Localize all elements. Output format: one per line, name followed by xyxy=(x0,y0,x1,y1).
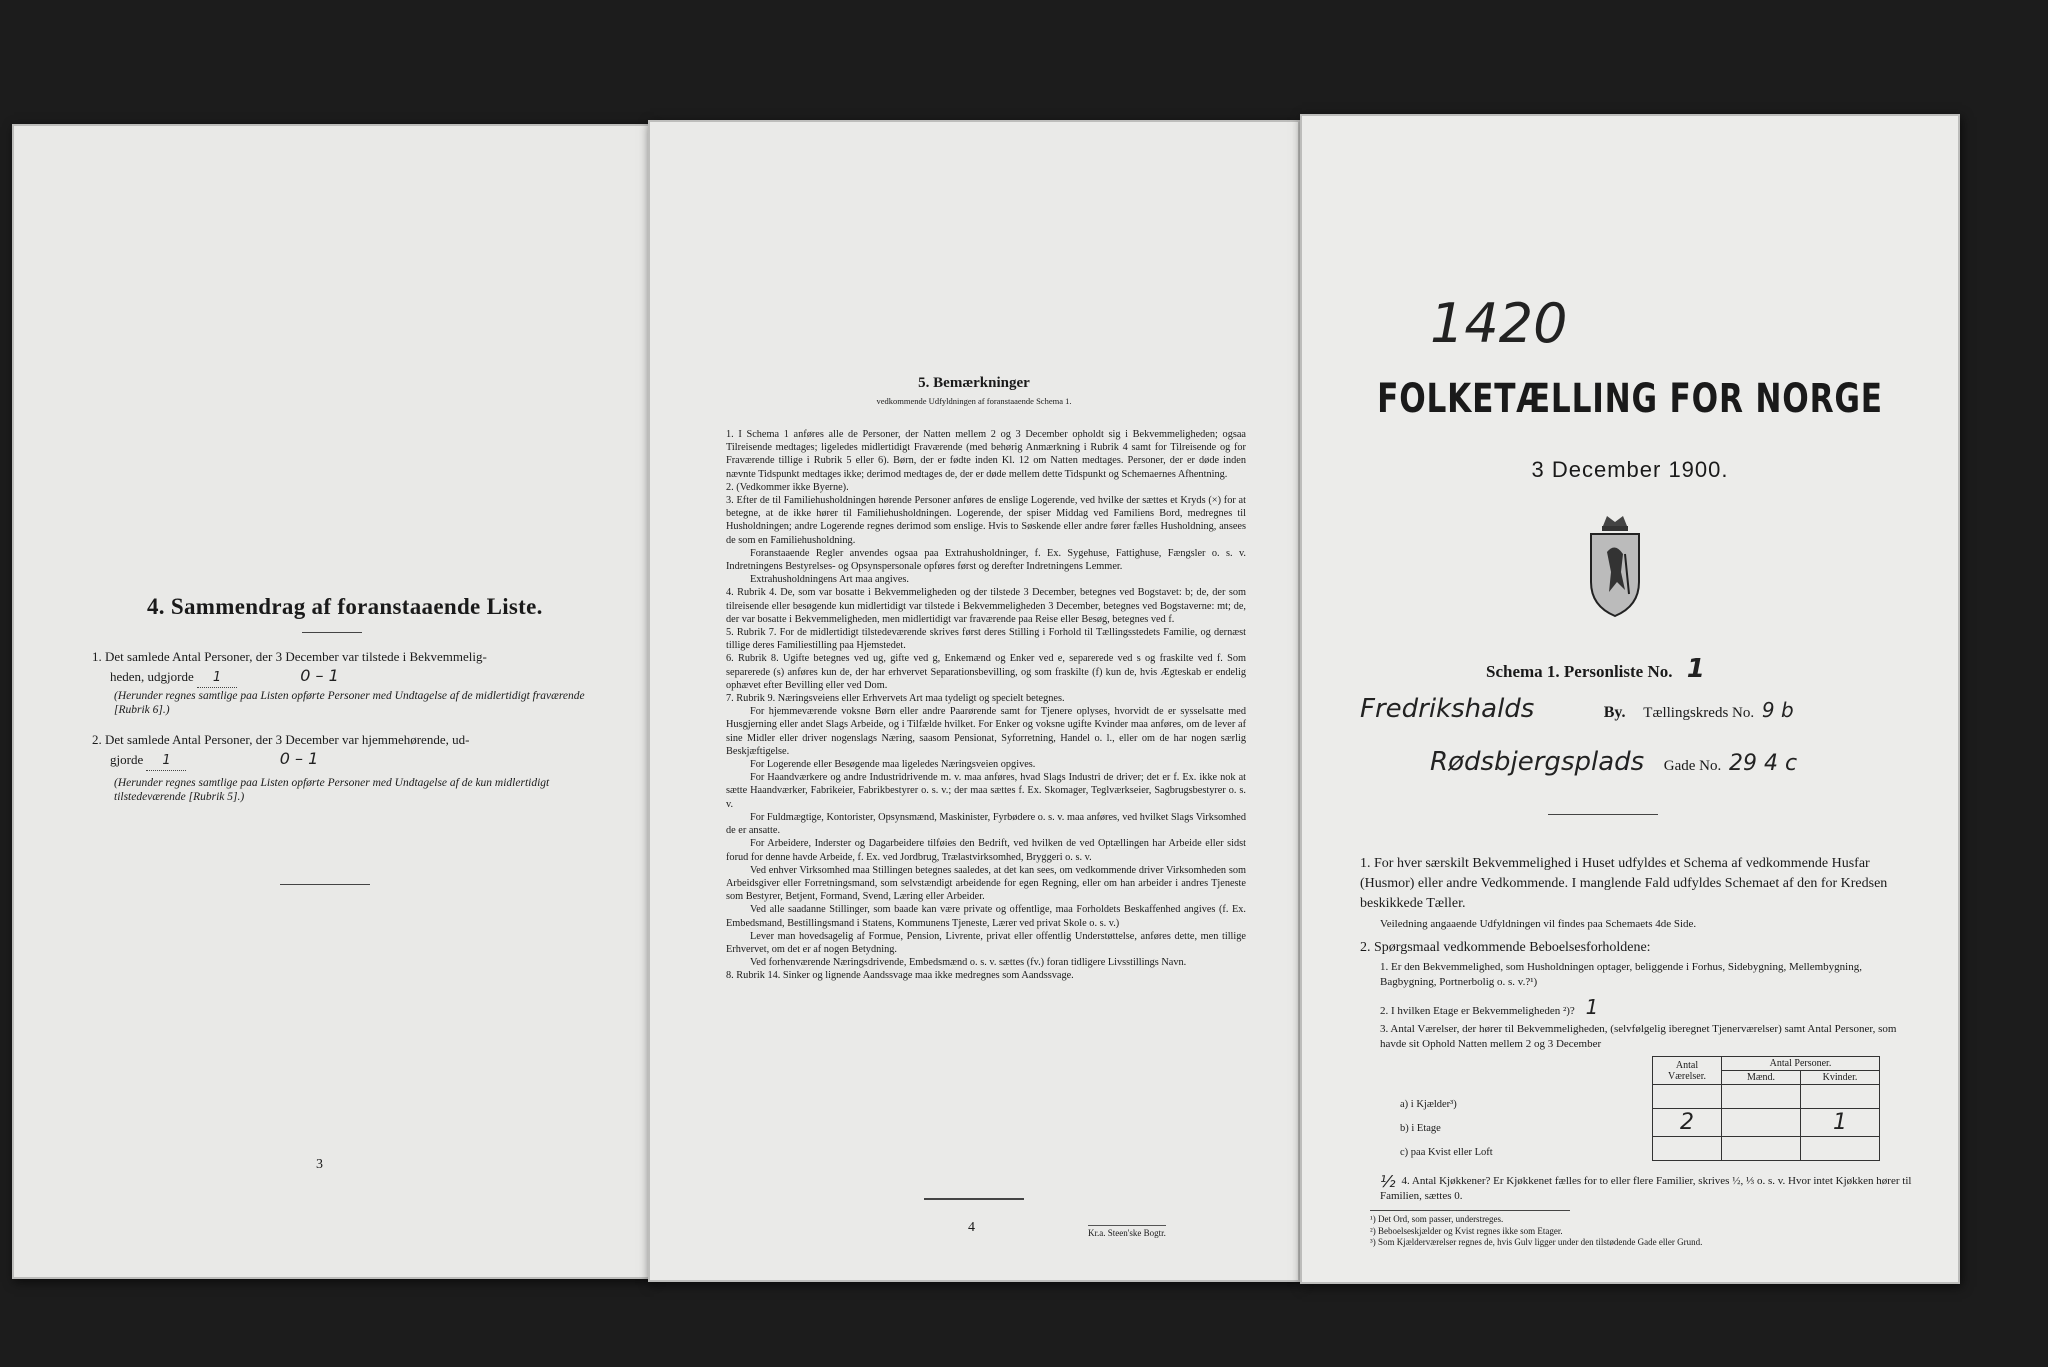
remark-paragraph: Foranstaaende Regler anvendes ogsaa paa Extrahusholdninger, f. Ex. Sygehuse, Fattighuse, Fængsler o. s. v. Indretningens Bestyrelses- og Opsynspersonale opføres først og derefter Indretningens Lemmer. xyxy=(726,547,1246,573)
cell-kvist-maend xyxy=(1722,1137,1801,1161)
question-1: 1. Er den Bekvemmelighed, som Husholdningen optager, beliggende i Forhus, Sidebygning, Mellembygning, Bagbygning, Portnerbolig o. s. v.?¹) xyxy=(1380,961,1862,988)
remark-paragraph: Lever man hovedsagelig af Formue, Pension, Livrente, privat eller offentlig Understøttelse, anføres dette, men tillige Erhvervet, om det er af nogen Betydning. xyxy=(726,930,1246,955)
cell-kjaelder-maend xyxy=(1722,1085,1801,1109)
question-2 xyxy=(1380,995,1920,1019)
remark-paragraph: Extrahusholdningens Art maa angives. xyxy=(750,574,909,586)
summary-item-2-note: (Herunder regnes samtlige paa Listen opførte Personer med Undtagelse af de kun midlertidigt tilstedeværende [Rubrik 5].) xyxy=(114,777,550,803)
middle-page-title: 5. Bemærkninger xyxy=(918,375,1030,391)
summary-item-2-text: 2. Det samlede Antal Personer, der 3 December var hjemmehørende, ud- xyxy=(92,732,470,747)
remarks-list xyxy=(726,428,1246,983)
gade-hand-number: 29 4 c xyxy=(1728,751,1798,776)
remark-paragraph: 1. I Schema 1 anføres alle de Personer, der Natten mellem 2 og 3 December opholdt sig i Bekvemmeligheden; ogsaa Tilreisende medtages; ligeledes midlertidigt Fraværende (med behørig Anmærkning i Rubrik 4 samt for Tilreisende og for Fraværende tillige i Rubrik 5 eller 6). Børn, der er fødte inden Kl. 12 om Natten medtages. Personer, der er døde inden nævnte Tidspunkt medtages ikke; derimod medtages de, der er døde mellem dette Tidspunkt og Schemaernes Afhentning. xyxy=(726,429,1246,480)
row-label-kjaelder: a) i Kjælder³) xyxy=(1400,1099,1457,1110)
coat-of-arms-icon xyxy=(1585,512,1645,620)
remark-paragraph: Ved enhver Virksomhed maa Stillingen betegnes saaledes, at det kan sees, om vedkommende driver Virksomheden som Arbeidsgiver eller Forretningsmand, som selvstændigt arbeidende for egen Regning, eller om han arbeider i andres Tjeneste som Bestyrer, Betjent, Formand, Svend, Læring eller Arbeider. xyxy=(726,864,1246,903)
cell-etage-kvinder: 1 xyxy=(1801,1109,1880,1137)
summary-item-1-line xyxy=(92,666,592,688)
summary-item-2-prefix: gjorde xyxy=(110,752,144,767)
summary-item-2-hand-value: 1 xyxy=(146,751,186,771)
remark-paragraph: 4. Rubrik 4. De, som var bosatte i Bekvemmeligheden og der tilstede 3 December, betegnes ved Bogstavet: b; de, der som tilreisende eller besøgende kun midlertidigt var tilstede i Bekvemmeligheden 3 December, betegnes ved Bogstaverne: mt; de, der var bosatte i Bekvemmeligheden, men midlertidigt var fraværende paa Reise eller Besøg, betegnes ved f. xyxy=(726,587,1246,625)
cell-kvist-kvinder xyxy=(1801,1137,1880,1161)
left-page-title: 4. Sammendrag af foranstaaende Liste. xyxy=(147,594,543,619)
remark-paragraph: For Haandværkere og andre Industridrivende m. v. maa anføres, hvad Slags Industri de driver; det er f. Ex. ikke nok at sætte Haandværker, Fabrikeier, Fabrikbestyrer o. s. v.; der maa sættes f. Ex. Skomager, Teglværkseier, Sagbrugsbestyrer o. s. v. xyxy=(726,772,1246,810)
question-4 xyxy=(1380,1174,1920,1204)
remark-paragraph: For Arbeidere, Inderster og Dagarbeidere tilføies den Bedrift, ved hvilken de ved Optællingen har Arbeide eller sidst forud for denne havde Arbeide, f. Ex. ved Jordbrug, Trælastvirksomhed, Bryggeri o. s. v. xyxy=(726,838,1246,863)
question-3: 3. Antal Værelser, der hører til Bekvemmeligheden, (selvfølgelig iberegnet Tjenerværelser) samt Antal Personer, som havde sit Ophold Natten mellem 2 og 3 December xyxy=(1380,1023,1897,1050)
remark-paragraph: For hjemmeværende voksne Børn eller andre Paarørende samt for Tjenere oplyses, hvorvidt de er sysselsatte med Husgjerning eller andet Slags Arbeide, og i Tilfælde hvilket. For Enker og voksne ugifte Kvinder maa anføres, om de lever af sine Midler eller driver nogenslags Næring, saasom Pensionat, Syforretning, Handel o. l., eller om de har nogen særlig Beskjæftigelse. xyxy=(726,706,1246,757)
middle-page-subtitle: vedkommende Udfyldningen af foranstaaende Schema 1. xyxy=(876,396,1072,406)
remark-paragraph: 2. (Vedkommer ikke Byerne). xyxy=(726,481,849,493)
middle-page-number: 4 xyxy=(968,1220,975,1235)
schema-label: Schema 1. Personliste No. xyxy=(1486,662,1673,681)
cell-kvist-vaerelser xyxy=(1653,1137,1722,1161)
summary-item-2-hand-extra: 0 – 1 xyxy=(279,749,319,768)
question-4-hand: ½ xyxy=(1380,1172,1396,1191)
kreds-label: Tællingskreds No. xyxy=(1643,705,1755,721)
row-label-etage: b) i Etage xyxy=(1400,1123,1441,1134)
remark-paragraph: 3. Efter de til Familiehusholdningen hørende Personer anføres de enslige Logerende, ved hvilke der sættes et Kryds (×) for at betegne, at de ikke hører til Familiehusholdningen. Logerende, der spiser Middag ved Familiens Bord, medregnes til Husholdningen; andre Logerende regnes derimod som enslige. Hvis to Søskende eller andre fører fælles Husholdning, ansees de som en Familiehusholdning. xyxy=(726,495,1246,546)
printer-credit: Kr.a. Steen'ske Bogtr. xyxy=(1088,1225,1166,1240)
summary-item-1-prefix: heden, udgjorde xyxy=(110,669,194,684)
census-title: FOLKETÆLLING FOR NORGE xyxy=(1377,376,1883,422)
header-personer: Antal Personer. xyxy=(1722,1057,1880,1071)
remark-paragraph: For Fuldmægtige, Kontorister, Opsynsmænd, Maskinister, Fyrbødere o. s. v. maa anføres, ved hvilket Slags Virksomhed de er ansatte. xyxy=(726,811,1246,837)
cell-etage-maend xyxy=(1722,1109,1801,1137)
question-4-text: 4. Antal Kjøkkener? Er Kjøkkenet fælles for to eller flere Familier, skrives ½, ⅓ o. s. v. Hvor intet Kjøkken hører til Familien, sættes 0. xyxy=(1380,1175,1912,1202)
instruction-1: 1. For hver særskilt Bekvemmelighed i Huset udfyldes et Schema af vedkommende Husfar (Husmor) eller andre Vedkommende. I manglende Fald udfyldes Schemaet af den for Kredsen beskikkede Tæller. xyxy=(1360,856,1888,911)
schema-line xyxy=(1486,654,1705,684)
summary-item-1-text: 1. Det samlede Antal Personer, der 3 December var tilstede i Bekvemmelig- xyxy=(92,649,487,664)
left-page xyxy=(12,124,652,1279)
right-divider xyxy=(1548,814,1658,815)
by-line xyxy=(1360,694,1920,724)
remark-paragraph: Ved forhenværende Næringsdrivende, Embedsmænd o. s. v. sættes (fv.) foran tidligere Livsstillings Navn. xyxy=(750,957,1187,969)
cell-kjaelder-kvinder xyxy=(1801,1085,1880,1109)
question-2-hand: 1 xyxy=(1585,995,1599,1019)
footnote-3: ³) Som Kjælderværelser regnes de, hvis Gulv ligger under den tilstødende Gade eller Grund. xyxy=(1370,1237,1703,1247)
summary-item-1-note: (Herunder regnes samtlige paa Listen opførte Personer med Undtagelse af de midlertidigt fraværende [Rubrik 6].) xyxy=(114,690,585,716)
by-label: By. xyxy=(1603,704,1626,721)
remark-paragraph: 6. Rubrik 8. Ugifte betegnes ved ug, gifte ved g, Enkemænd og Enker ved e, separerede ved s og fraskilte ved f. Som separerede (s) anføres kun de, der har erhvervet Separationsbevilling, og som fraskilte (f) kun de, hvis Ægteskab er endelig ophævet efter Bevilling eller ved Dom. xyxy=(726,653,1246,691)
footnote-divider xyxy=(1370,1210,1570,1211)
gade-label: Gade No. xyxy=(1663,758,1722,774)
footnote-2: ²) Beboelseskjælder og Kvist regnes ikke som Etager. xyxy=(1370,1225,1563,1236)
kreds-hand: 9 b xyxy=(1761,698,1794,722)
question-2-text: 2. I hvilken Etage er Bekvemmeligheden ²)? xyxy=(1380,1005,1575,1017)
footnote-1: ¹) Det Ord, som passer, understreges. xyxy=(1370,1214,1504,1224)
footnotes xyxy=(1370,1214,1930,1249)
middle-page xyxy=(648,120,1300,1282)
right-page xyxy=(1300,114,1960,1284)
middle-divider xyxy=(924,1198,1024,1200)
rooms-table xyxy=(1652,1056,1880,1161)
gade-hand: Rødsbjergsplads xyxy=(1430,747,1645,777)
left-page-number: 3 xyxy=(316,1157,323,1172)
title-divider xyxy=(302,632,362,633)
by-hand: Fredrikshalds xyxy=(1360,694,1535,724)
summary-item-1-hand-value: 1 xyxy=(197,668,237,688)
remark-paragraph: 7. Rubrik 9. Næringsveiens eller Erhvervets Art maa tydeligt og specielt betegnes. xyxy=(726,693,1065,705)
handwritten-archive-number: 1420 xyxy=(1430,292,1568,355)
summary-item-1-hand-extra: 0 – 1 xyxy=(300,666,339,685)
gade-line xyxy=(1430,747,1930,777)
header-maend: Mænd. xyxy=(1722,1071,1801,1085)
census-date: 3 December 1900. xyxy=(1531,457,1729,482)
section-divider xyxy=(280,884,370,885)
summary-item-1 xyxy=(92,647,592,688)
summary-item-2 xyxy=(92,730,592,771)
remark-paragraph: 5. Rubrik 7. For de midlertidigt tilstedeværende skrives først deres Stilling i Forhold til Tællingsstedets Familie, og dernæst tillige deres Familiestilling paa Hjemstedet. xyxy=(726,627,1246,652)
cell-kjaelder-vaerelser xyxy=(1653,1085,1722,1109)
instruction-2: 2. Spørgsmaal vedkommende Beboelsesforholdene: xyxy=(1360,940,1651,955)
remark-paragraph: 8. Rubrik 14. Sinker og lignende Aandssvage maa ikke medregnes som Aandssvage. xyxy=(726,970,1074,982)
cell-etage-vaerelser: 2 xyxy=(1653,1109,1722,1137)
header-kvinder: Kvinder. xyxy=(1801,1071,1880,1085)
row-label-kvist: c) paa Kvist eller Loft xyxy=(1400,1147,1493,1158)
remark-paragraph: Ved alle saadanne Stillinger, som baade kan være private og offentlige, maa Forholdets Beskaffenhed angives (f. Ex. Embedsmand, Bestillingsmand i Statens, Kommunens Tjeneste, Lærer ved privat Skole o. s. v.) xyxy=(726,904,1246,929)
instruction-1-note: Veiledning angaaende Udfyldningen vil findes paa Schemaets 4de Side. xyxy=(1380,918,1697,930)
header-vaerelser: Antal Værelser. xyxy=(1653,1057,1722,1085)
schema-hand-number: 1 xyxy=(1686,654,1705,684)
remark-paragraph: For Logerende eller Besøgende maa ligeledes Næringsveien opgives. xyxy=(750,759,1036,771)
summary-item-2-line xyxy=(92,749,592,771)
